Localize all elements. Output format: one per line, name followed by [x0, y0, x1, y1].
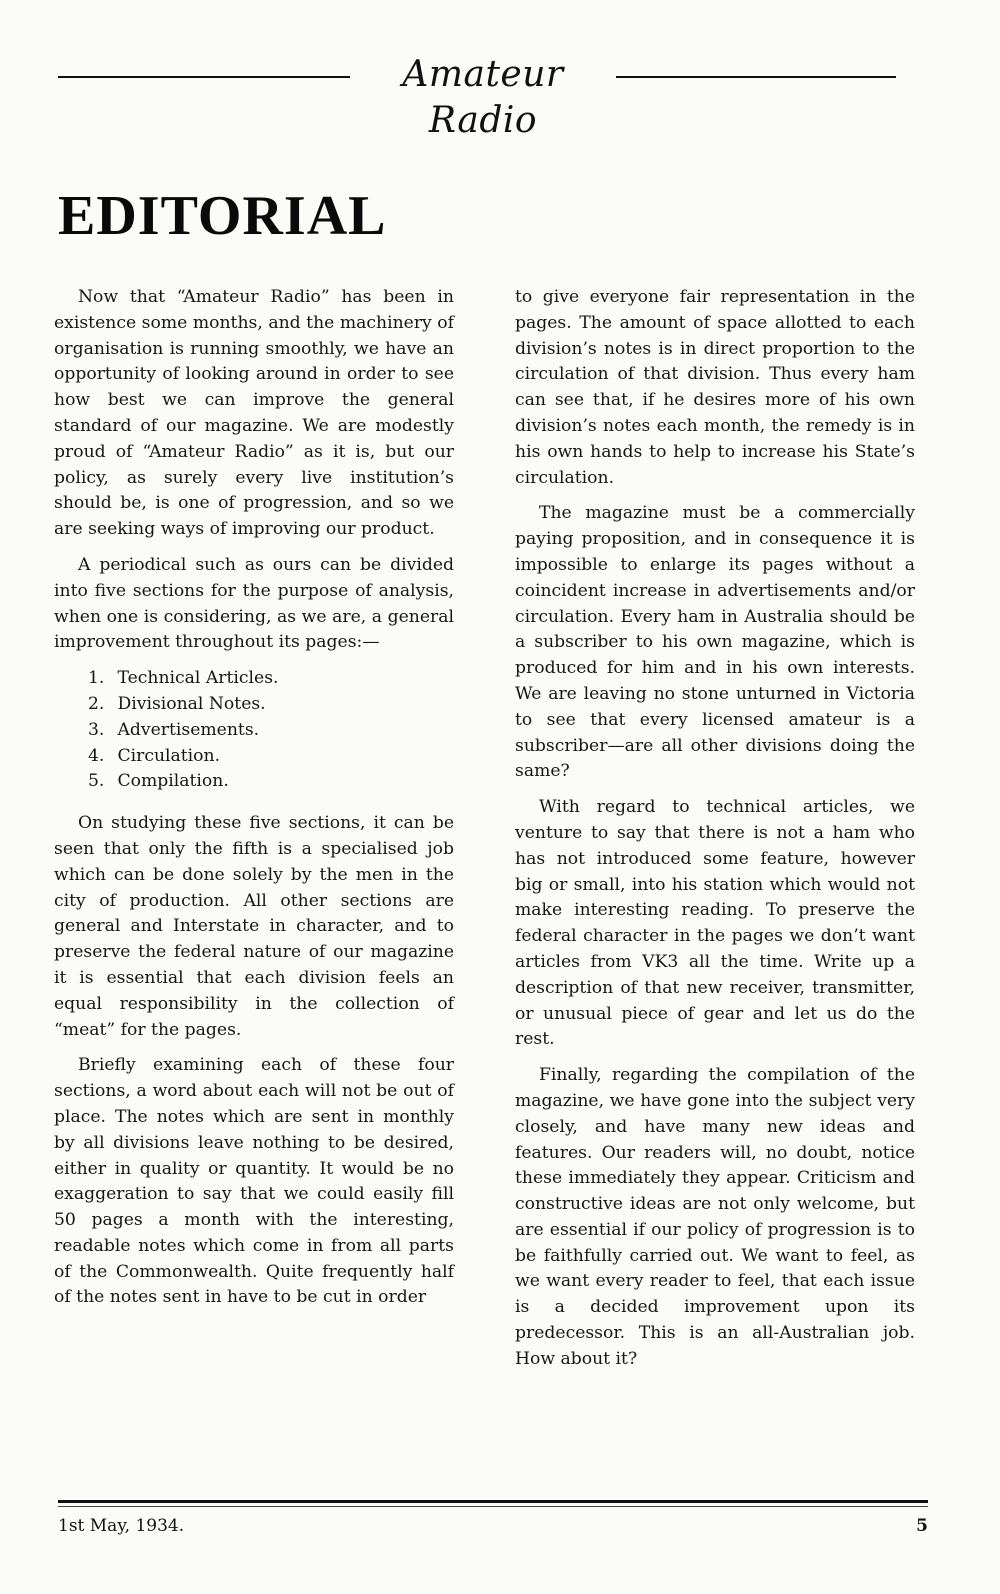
page-title: EDITORIAL [58, 185, 387, 247]
list-number: 4. [88, 745, 105, 766]
list-item [88, 666, 454, 692]
paragraph: The magazine must be a commercially paying proposition, and in consequence it is impossible to enlarge its pages without a coincident increase in advertisements and/or circulation. Every ham in Australia should be a subscriber to his own magazine, which is produced for him and in his own interests. We are leaving no stone unturned in Victoria to see that every licensed amateur is a subscriber—are all other divisions doing the same? [515, 503, 915, 782]
paragraph: On studying these five sections, it can be seen that only the fifth is a specialised job which can be done solely by the men in the city of production. All other sections are general and Interstate in character, and to preserve the federal nature of our magazine it is essential that each division feels an equal responsibility in the collection of “meat” for the pages. [54, 813, 454, 1040]
list-text: Advertisements. [117, 719, 260, 740]
list-number: 5. [88, 771, 105, 792]
masthead-rule-left [58, 76, 350, 78]
list-text: Divisional Notes. [117, 693, 266, 714]
footer-rule [58, 1500, 928, 1503]
paragraph: Finally, regarding the compilation of the magazine, we have gone into the subject very closely, and have many new ideas and features. Our readers will, no doubt, notice these immediately they appear. Criticism and constructive ideas are not only welcome, but are essential if our policy of progression is to be faithfully carried out. We want to feel, as we want every reader to feel, that each issue is a decided improvement upon its predecessor. This is an all-Australian job. How about it? [515, 1065, 915, 1369]
masthead-rule-right [616, 76, 896, 78]
list-item [88, 692, 454, 718]
paragraph: Briefly examining each of these four sections, a word about each will not be out of place. The notes which are sent in monthly by all divisions leave nothing to be desired, either in quality or quantity. It would be no exaggeration to say that we could easily fill 50 pages a month with the interesting, readable notes which come in from all parts of the Commonwealth. Quite frequently half of the notes sent in have to be cut in order [54, 1055, 454, 1308]
paragraph: Now that “Amateur Radio” has been in existence some months, and the machinery of organisation is running smoothly, we have an opportunity of looking around in order to see how best we can improve the general standard of our magazine. We are modestly proud of “Amateur Radio” as it is, but our policy, as surely every live institution’s should be, is one of progression, and so we are seeking ways of improving our product. [54, 287, 454, 540]
right-column [515, 285, 915, 1383]
list-number: 2. [88, 693, 105, 714]
paragraph: A periodical such as ours can be divided into five sections for the purpose of analysis, when one is considering, as we are, a general improvement throughout its pages:— [54, 554, 454, 653]
footer-date: 1st May, 1934. [58, 1516, 185, 1536]
paragraph: With regard to technical articles, we venture to say that there is not a ham who has not introduced some feature, however big or small, into his station which would not make interesting reading. To preserve the federal character in the pages we don’t want articles from VK3 all the time. Write up a description of that new receiver, transmitter, or unusual piece of gear and let us do the rest. [515, 797, 915, 1050]
sections-list [54, 666, 454, 795]
list-item [88, 769, 454, 795]
list-text: Compilation. [117, 771, 229, 792]
list-item [88, 718, 454, 744]
left-column [54, 285, 454, 1321]
paragraph-continued: to give everyone fair representation in the pages. The amount of space allotted to each division’s notes is in direct proportion to the circulation of that division. Thus every ham can see that, if he desires more of his own division’s notes each month, the remedy is in his own hands to help to increase his State’s circulation. [515, 287, 915, 488]
list-number: 3. [88, 719, 105, 740]
masthead-title: Amateur Radio [402, 54, 564, 141]
list-text: Circulation. [117, 745, 221, 766]
masthead [58, 52, 896, 141]
page-number: 5 [916, 1516, 928, 1536]
list-number: 1. [88, 668, 105, 689]
list-text: Technical Articles. [117, 668, 279, 689]
footer-rule-thin [58, 1506, 928, 1507]
list-item [88, 744, 454, 770]
